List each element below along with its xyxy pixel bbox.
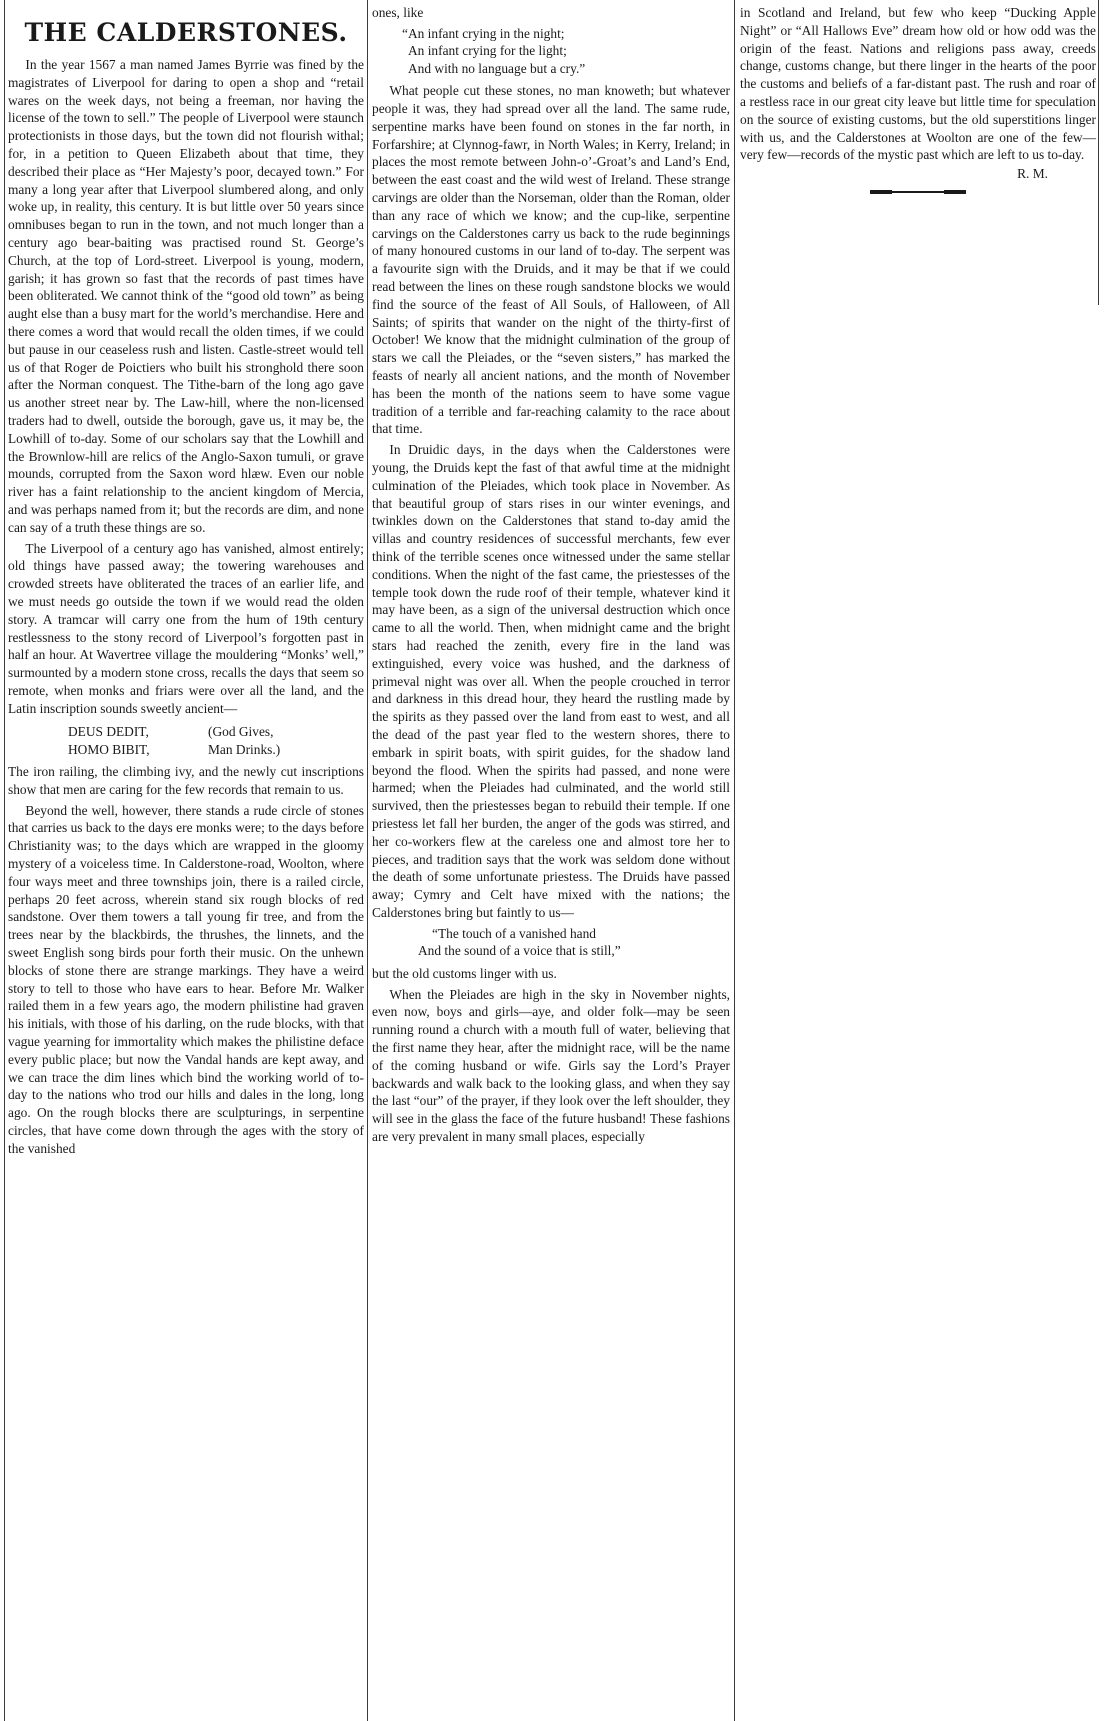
column-rule-1	[367, 0, 368, 1721]
verse-line: And the sound of a voice that is still,”	[418, 943, 621, 959]
paragraph: When the Pleiades are high in the sky in November nights, even now, boys and girls—aye, and older folk—may be seen running round a church with a mouth full of water, believing that the first name they hear, after the midnight race, will be the name of the coming husband or wife. Girls say the Lord’s Prayer backwards and walk back to the looking glass, and when they say the last “our” of the prayer, if they look over the left shoulder, they will see in the glass the face of the future husband! These fashions are very prevalent in many small places, especially	[372, 986, 730, 1144]
paragraph: but the old customs linger with us.	[372, 965, 557, 981]
paragraph: The Liverpool of a century ago has vanished, almost entirely; old things have passed away; the towering warehouses and crowded streets have obliterated the traces of an earlier life, and we must needs go outside the town if we would read the olden story. A tramcar will carry one from the hum of 19th century restlessness to the stony record of Liverpool’s forgotten past in half an hour. At Wavertree village the mouldering “Monks’ well,” surmounted by a modern stone cross, recalls the days that seem so remote, when monks and friars were over all the land, and the Latin inscription sounds sweetly ancient—	[8, 540, 364, 716]
paragraph: Beyond the well, however, there stands a rude circle of stones that carries us back to the days ere monks were; to the days before Christianity was; to the days which are wrapped in the gloomy mystery of a voiceless time. In Calderstone-road, Woolton, where four ways meet and three townships join, there is a railed circle, perhaps 20 feet across, wherein stand six rough blocks of red sandstone. Over them towers a tall young fir tree, and from the trees near by the blackbirds, the thrushes, the linnets, and the sweet English song birds pour forth their music. On the unhewn blocks of stone there are strange markings. They have a weird story to tell to those who have ears to hear. Before Mr. Walker railed them in a few years ago, the modern philistine had graven his initials, with those of his darling, on the rude blocks, with that vague yearning for immortality which makes the philistine deface every public place; but now the Vandal hands are kept away, and we can trace the dim lines which bind the working world of to-day to the nations who trod our hills and dales in the long, long ago. On the rough blocks there are sculpturings, in serpentine circles, that have come down through the ages with the story of the vanished	[8, 802, 364, 1156]
latin-line: HOMO BIBIT,	[68, 742, 150, 758]
verse-line: An infant crying for the light;	[408, 43, 567, 59]
continuation-text: ones, like	[372, 5, 424, 20]
paragraph: What people cut these stones, no man knoweth; but whatever people it was, they had spread over all the land. The same rude, serpentine marks have been found on stones in the far north, in Forfarshire; at Clynnog-fawr, in North Wales; in Kerry, Ireland; in places the most remote between John-o’-Groat’s and Land’s End, between the east coast and the wild west of Ireland. These strange carvings are older than the Norseman, older than the Roman, older than any race of which we know; and the cup-like, serpentine carvings on the Calderstones carry us back to the rude beginnings of many honoured customs in our land of to-day. The serpent was a favourite sign with the Druids, and it may be that if we could read between the lines on these rough sandstone blocks we would find the source of the feast of All Souls, of Halloween, of All Saints; of spirits that wander on the night of the thirty-first of October! We know that the midnight culmination of the group of stars we call the Pleiades, or the “seven sisters,” has marked the feasts of nearly all ancient nations, and the month of November has been the month of the nations seem to have some vague tradition of a terrible and far-reaching calamity to the race about that time.	[372, 83, 730, 437]
latin-translation: (God Gives,	[208, 724, 274, 740]
latin-line: DEUS DEDIT,	[68, 724, 149, 740]
paragraph: in Scotland and Ireland, but few who keep “Ducking Apple Night” or “All Hallows Eve” dream how old or how odd was the origin of the feast. Nations and religions pass away, creeds change, customs change, but there linger in the hearts of the poor the customs and beliefs of a far-distant past. The rush and roar of a restless race in our great city leave but little time for speculation on the source of existing customs, but the old superstitions linger with us, and the Calderstones at Woolton are one of the few—very few—records of the mystic past which are left to us to-day.	[740, 5, 1096, 163]
column-rule-right	[1098, 0, 1099, 305]
end-rule	[870, 191, 966, 193]
poem-quote	[418, 925, 730, 960]
author-signature: R. M.	[1017, 166, 1048, 182]
column-2	[372, 0, 730, 1146]
column-1	[8, 0, 364, 1158]
verse-line: “The touch of a vanished hand	[432, 925, 596, 941]
latin-translation: Man Drinks.)	[208, 742, 281, 758]
article-title: THE CALDERSTONES.	[24, 18, 348, 47]
column-rule-2	[734, 0, 735, 1721]
column-rule-left	[4, 0, 5, 1721]
latin-inscription	[68, 723, 364, 759]
column-3	[740, 0, 1096, 193]
paragraph: The iron railing, the climbing ivy, and the newly cut inscriptions show that men are caring for the few records that remain to us.	[8, 764, 364, 797]
paragraph: In the year 1567 a man named James Byrrie was fined by the magistrates of Liverpool for daring to open a shop and “retail wares on the week days, not being a freeman, nor having the license of the town to sell.” The people of Liverpool were staunch protectionists in those days, but the town did not flourish withal; for, in a petition to Queen Elizabeth about that time, they described their place as “Her Majesty’s poor, decayed town.” For many a long year after that Liverpool slumbered along, and only woke up, in reality, this century. It is but little over 50 years since omnibuses began to run in the town, and not much longer than a century ago bear-baiting was practised round St. George’s Church, at the top of Lord-street. Liverpool is young, modern, garish; it has grown so fast that the records of past times have been obliterated. We cannot think of the “good old town” as being aught else than a busy mart for the world’s merchandise. Here and there comes a word that would recall the olden times, if we could but pause in our ceaseless rush and listen. Castle-street would tell us of that Roger de Poictiers who built his stronghold there soon after the Norman conquest. The Tithe-barn of the long ago gave us another street near by. The Law-hill, where the non-licensed traders had to dwell, outside the borough, gave us, it may be, the Lowhill of to-day. Some of our scholars say that the Lowhill and the Brownlow-hill are relics of the Anglo-Saxon tumuli, or grave mounds, corrupted from the Saxon word hlæw. Even our noble river has a faint relationship to the ancient kingdom of Mercia, and was perhaps named from it; but the records are dim, and none can say of a truth these things are so.	[8, 57, 364, 535]
verse-quote	[402, 25, 730, 78]
verse-line: And with no language but a cry.”	[408, 60, 586, 76]
verse-line: “An infant crying in the night;	[402, 25, 565, 41]
paragraph: In Druidic days, in the days when the Calderstones were young, the Druids kept the fast of that awful time at the midnight culmination of the Pleiades, which took place in November. As that beautiful group of stars rises in our winter evenings, and twinkles down on the Calderstones that stand to-day amid the villas and country residences of successful merchants, few ever think of the terrible scenes once witnessed under the same stellar conditions. When the night of the fast came, the priestesses of the temple took down the rude roof of their temple, whatever kind it may have been, as a sign of the universal destruction which once came to all the world. Then, when midnight came and the bright stars had reached the zenith, every fire in the land was extinguished, every voice was hushed, and the darkness of primeval night was over all. When the people crouched in terror and darkness in this dread hour, they heard the rustling made by the spirits as they passed over the land from east to west, and all the dead of the past year fled to the western shores, there to embark in spirit boats, with spirit guides, for the shadow land beyond the flood. When the spirits had passed, and none were harmed; when the Pleiades had culminated, and the world still survived, then the priestesses began to rebuild their temple. If one priestess let fall her burden, the anger of the gods was stirred, and her co-workers flew at the careless one and almost tore her to pieces, and tradition says that the work was seldom done without the death of some unfortunate priestess. The Druids have passed away; Cymry and Celt have mixed with the nations; the Calderstones bring but faintly to us—	[372, 442, 730, 920]
